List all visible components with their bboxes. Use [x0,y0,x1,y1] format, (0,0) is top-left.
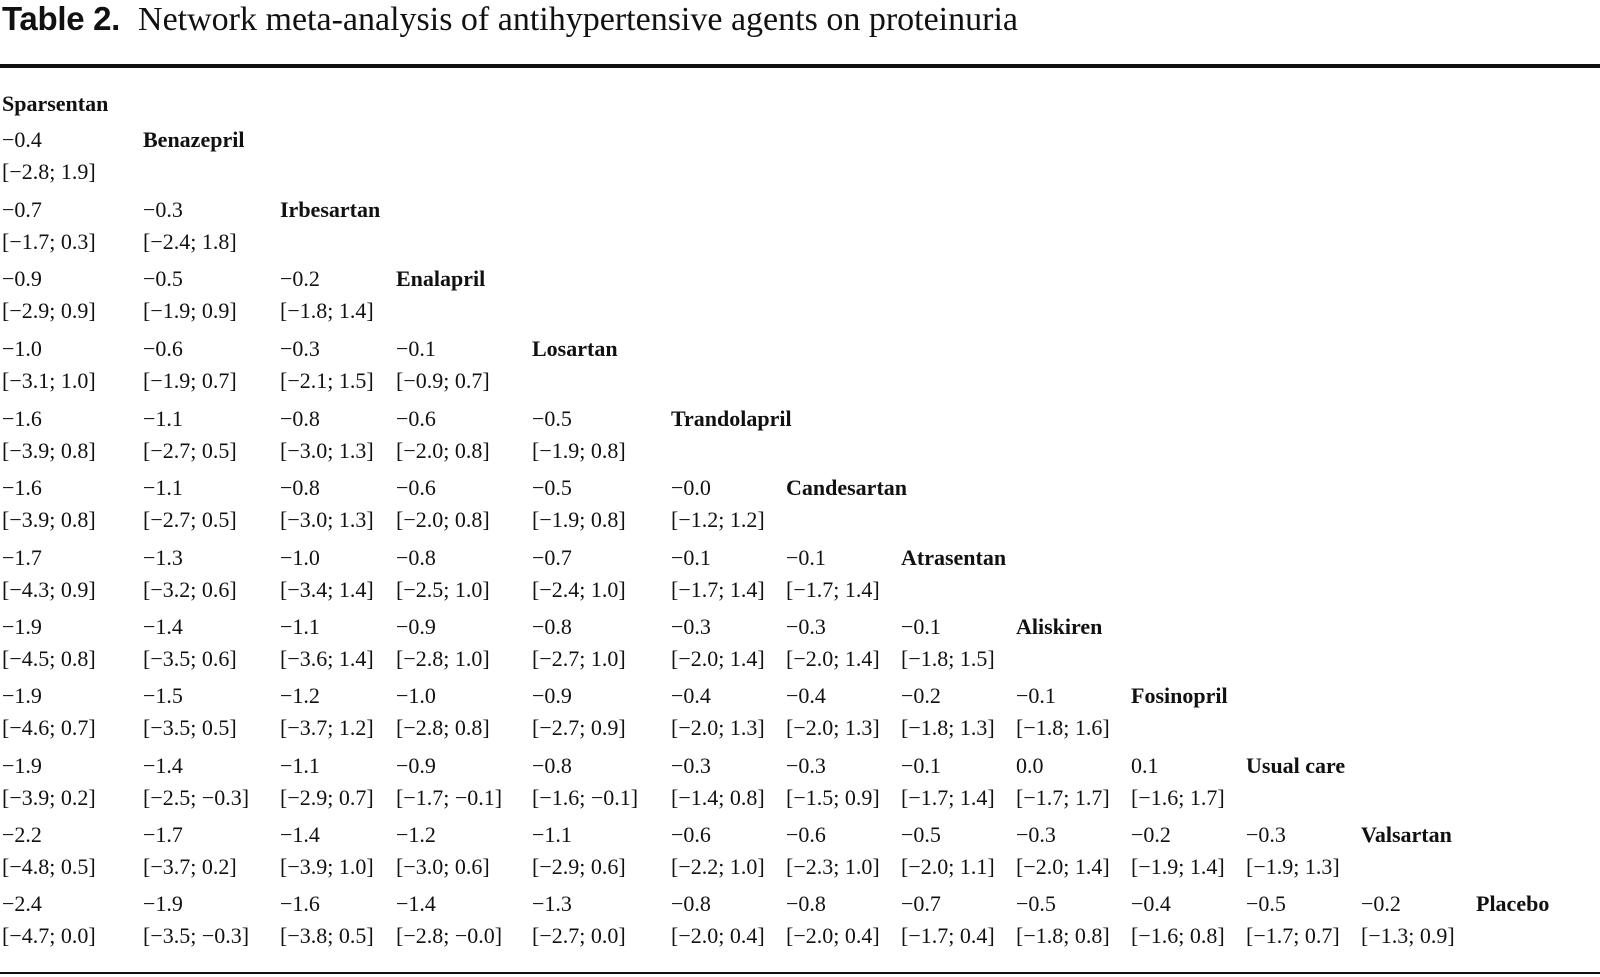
effect-estimate: −0.2 [280,266,320,291]
confidence-interval: [−2.4; 1.0] [532,577,626,602]
comparison-cell [143,194,237,258]
effect-estimate: −0.1 [786,545,826,570]
confidence-interval: [−2.1; 1.5] [280,368,374,393]
effect-estimate: −0.1 [671,545,711,570]
effect-estimate: −0.3 [143,197,183,222]
comparison-cell [1246,819,1340,883]
treatment-label: Atrasentan [901,545,1007,570]
effect-estimate: −1.0 [280,545,320,570]
effect-estimate: −0.8 [280,475,320,500]
effect-estimate: −2.2 [2,822,42,847]
comparison-cell [280,611,374,675]
confidence-interval: [−2.0; 0.4] [671,923,765,948]
table-label: Table 2. [2,0,121,37]
comparison-cell [143,819,237,883]
comparison-cell [143,472,237,536]
confidence-interval: [−1.9; 0.8] [532,438,626,463]
comparison-cell [396,750,502,814]
effect-estimate: −0.7 [532,545,572,570]
effect-estimate: −0.5 [143,266,183,291]
confidence-interval: [−4.7; 0.0] [2,923,96,948]
effect-estimate: −1.1 [143,406,183,431]
effect-estimate: −0.8 [396,545,436,570]
confidence-interval: [−1.6; 0.8] [1131,923,1225,948]
effect-estimate: −0.5 [901,822,941,847]
effect-estimate: −0.3 [1016,822,1056,847]
confidence-interval: [−3.8; 0.5] [280,923,374,948]
effect-estimate: −0.9 [532,683,572,708]
comparison-cell [671,472,765,536]
confidence-interval: [−2.0; 1.3] [671,715,765,740]
treatment-label: Enalapril [396,266,486,291]
confidence-interval: [−2.0; 1.4] [786,646,880,671]
confidence-interval: [−2.8; 1.0] [396,646,490,671]
comparison-cell [143,611,237,675]
effect-estimate: −0.4 [671,683,711,708]
confidence-interval: [−2.7; 0.5] [143,507,237,532]
comparison-cell [2,611,96,675]
effect-estimate: −0.8 [532,614,572,639]
confidence-interval: [−2.0; 1.4] [671,646,765,671]
comparison-cell [671,680,765,744]
effect-estimate: −1.2 [280,683,320,708]
effect-estimate: −0.8 [532,753,572,778]
confidence-interval: [−1.7; 1.4] [901,785,995,810]
confidence-interval: [−3.0; 0.6] [396,854,490,879]
effect-estimate: −0.9 [2,266,42,291]
effect-estimate: −0.9 [396,753,436,778]
league-table [0,88,1600,968]
confidence-interval: [−3.9; 0.8] [2,438,96,463]
comparison-cell [532,680,626,744]
effect-estimate: −0.3 [671,614,711,639]
confidence-interval: [−1.5; 0.9] [786,785,880,810]
confidence-interval: [−3.9; 1.0] [280,854,374,879]
confidence-interval: [−2.0; 1.4] [1016,854,1110,879]
treatment-label: Placebo [1476,891,1550,916]
comparison-cell [671,611,765,675]
confidence-interval: [−1.9; 0.8] [532,507,626,532]
confidence-interval: [−1.7; 0.4] [901,923,995,948]
comparison-cell [901,611,995,675]
comparison-cell [2,819,96,883]
confidence-interval: [−4.3; 0.9] [2,577,96,602]
confidence-interval: [−2.9; 0.9] [2,298,96,323]
comparison-cell [2,472,96,536]
treatment-label: Usual care [1246,753,1346,778]
comparison-cell [786,680,880,744]
effect-estimate: −1.0 [396,683,436,708]
effect-estimate: −0.3 [671,753,711,778]
comparison-cell [143,680,237,744]
confidence-interval: [−2.9; 0.7] [280,785,374,810]
comparison-cell [532,888,626,952]
confidence-interval: [−1.9; 1.3] [1246,854,1340,879]
confidence-interval: [−1.8; 1.5] [901,646,995,671]
confidence-interval: [−2.7; 0.9] [532,715,626,740]
comparison-cell [2,680,96,744]
comparison-cell [1016,888,1110,952]
effect-estimate: −1.1 [143,475,183,500]
confidence-interval: [−1.9; 1.4] [1131,854,1225,879]
comparison-cell [280,680,374,744]
comparison-cell [396,472,490,536]
bottom-rule [0,972,1600,974]
confidence-interval: [−3.5; 0.5] [143,715,237,740]
effect-estimate: −0.6 [786,822,826,847]
confidence-interval: [−2.0; 1.3] [786,715,880,740]
comparison-cell [396,333,490,397]
comparison-cell [2,750,96,814]
effect-estimate: −0.5 [1246,891,1286,916]
treatment-label: Losartan [532,336,618,361]
effect-estimate: −1.3 [143,545,183,570]
effect-estimate: −1.7 [2,545,42,570]
comparison-cell [143,333,237,397]
comparison-cell [1361,888,1455,952]
comparison-cell [786,888,880,952]
comparison-cell [671,542,765,606]
comparison-cell [1016,819,1110,883]
comparison-cell [786,542,880,606]
comparison-cell [532,819,626,883]
effect-estimate: −1.0 [2,336,42,361]
effect-estimate: 0.0 [1016,753,1044,778]
effect-estimate: −0.5 [532,475,572,500]
effect-estimate: −0.1 [901,614,941,639]
confidence-interval: [−1.4; 0.8] [671,785,765,810]
effect-estimate: −1.2 [396,822,436,847]
comparison-cell [901,750,995,814]
treatment-label: Fosinopril [1131,683,1228,708]
effect-estimate: −1.5 [143,683,183,708]
comparison-cell [786,819,880,883]
treatment-label: Irbesartan [280,197,381,222]
effect-estimate: −1.4 [396,891,436,916]
comparison-cell [280,819,374,883]
comparison-cell [1131,750,1225,814]
confidence-interval: [−2.8; 0.8] [396,715,490,740]
comparison-cell [280,542,374,606]
confidence-interval: [−1.2; 1.2] [671,507,765,532]
treatment-label: Sparsentan [2,91,109,116]
treatment-label: Benazepril [143,127,245,152]
confidence-interval: [−2.7; 0.0] [532,923,626,948]
confidence-interval: [−3.4; 1.4] [280,577,374,602]
effect-estimate: −0.6 [396,406,436,431]
comparison-cell [1246,888,1340,952]
effect-estimate: −1.4 [143,753,183,778]
comparison-cell [280,333,374,397]
confidence-interval: [−4.6; 0.7] [2,715,96,740]
comparison-cell [532,611,626,675]
comparison-cell [901,680,995,744]
effect-estimate: −1.1 [532,822,572,847]
comparison-cell [901,888,995,952]
confidence-interval: [−1.7; 1.4] [671,577,765,602]
comparison-cell [786,611,880,675]
confidence-interval: [−2.8; 1.9] [2,159,96,184]
effect-estimate: −0.7 [2,197,42,222]
effect-estimate: −0.4 [786,683,826,708]
effect-estimate: −1.1 [280,614,320,639]
comparison-cell [396,403,490,467]
effect-estimate: −0.1 [1016,683,1056,708]
comparison-cell [671,888,765,952]
confidence-interval: [−1.8; 1.3] [901,715,995,740]
effect-estimate: −0.0 [671,475,711,500]
effect-estimate: −0.6 [143,336,183,361]
confidence-interval: [−1.8; 1.4] [280,298,374,323]
effect-estimate: −0.2 [1361,891,1401,916]
comparison-cell [280,888,374,952]
treatment-label: Valsartan [1361,822,1452,847]
comparison-cell [901,819,995,883]
comparison-cell [671,819,765,883]
effect-estimate: −2.4 [2,891,42,916]
effect-estimate: −1.7 [143,822,183,847]
confidence-interval: [−3.6; 1.4] [280,646,374,671]
confidence-interval: [−1.7; 0.3] [2,229,96,254]
comparison-cell [143,542,237,606]
effect-estimate: −0.8 [280,406,320,431]
confidence-interval: [−2.2; 1.0] [671,854,765,879]
confidence-interval: [−1.6; −0.1] [532,785,639,810]
confidence-interval: [−1.9; 0.9] [143,298,237,323]
comparison-cell [532,472,626,536]
top-rule [0,64,1600,68]
comparison-cell [532,750,638,814]
effect-estimate: −0.7 [901,891,941,916]
effect-estimate: −1.6 [2,406,42,431]
confidence-interval: [−3.0; 1.3] [280,507,374,532]
effect-estimate: −0.3 [280,336,320,361]
effect-estimate: −1.9 [2,683,42,708]
comparison-cell [2,403,96,467]
comparison-cell [786,750,880,814]
confidence-interval: [−1.8; 0.8] [1016,923,1110,948]
comparison-cell [396,888,502,952]
confidence-interval: [−2.0; 1.1] [901,854,995,879]
comparison-cell [532,403,626,467]
confidence-interval: [−1.7; 0.7] [1246,923,1340,948]
confidence-interval: [−2.5; −0.3] [143,785,250,810]
comparison-cell [143,403,237,467]
effect-estimate: −1.1 [280,753,320,778]
confidence-interval: [−2.9; 0.6] [532,854,626,879]
comparison-cell [143,263,237,327]
confidence-interval: [−1.3; 0.9] [1361,923,1455,948]
effect-estimate: −1.9 [2,614,42,639]
comparison-cell [2,542,96,606]
comparison-cell [1131,888,1225,952]
effect-estimate: −1.6 [2,475,42,500]
confidence-interval: [−1.7; 1.4] [786,577,880,602]
confidence-interval: [−2.0; 0.4] [786,923,880,948]
comparison-cell [2,263,96,327]
confidence-interval: [−1.7; 1.7] [1016,785,1110,810]
comparison-cell [396,611,490,675]
effect-estimate: −1.3 [532,891,572,916]
comparison-cell [280,263,374,327]
confidence-interval: [−2.3; 1.0] [786,854,880,879]
treatment-label: Trandolapril [671,406,792,431]
confidence-interval: [−3.1; 1.0] [2,368,96,393]
comparison-cell [2,888,96,952]
effect-estimate: −0.6 [396,475,436,500]
effect-estimate: −0.4 [1131,891,1171,916]
confidence-interval: [−3.5; −0.3] [143,923,250,948]
comparison-cell [396,680,490,744]
confidence-interval: [−0.9; 0.7] [396,368,490,393]
confidence-interval: [−3.0; 1.3] [280,438,374,463]
confidence-interval: [−2.5; 1.0] [396,577,490,602]
confidence-interval: [−3.9; 0.8] [2,507,96,532]
confidence-interval: [−2.0; 0.8] [396,438,490,463]
effect-estimate: −0.6 [671,822,711,847]
comparison-cell [280,750,374,814]
table-caption [2,0,1018,40]
effect-estimate: −0.4 [2,127,42,152]
treatment-label: Candesartan [786,475,908,500]
effect-estimate: −0.1 [396,336,436,361]
effect-estimate: −1.4 [143,614,183,639]
effect-estimate: −1.9 [143,891,183,916]
comparison-cell [280,403,374,467]
comparison-cell [396,542,490,606]
confidence-interval: [−3.7; 1.2] [280,715,374,740]
comparison-cell [671,750,765,814]
confidence-interval: [−2.7; 0.5] [143,438,237,463]
effect-estimate: −1.4 [280,822,320,847]
effect-estimate: −0.5 [532,406,572,431]
confidence-interval: [−1.7; −0.1] [396,785,503,810]
effect-estimate: −0.9 [396,614,436,639]
confidence-interval: [−2.7; 1.0] [532,646,626,671]
table-title: Network meta-analysis of antihypertensive agents on proteinuria [138,1,1018,38]
effect-estimate: −0.8 [786,891,826,916]
comparison-cell [2,333,96,397]
confidence-interval: [−3.9; 0.2] [2,785,96,810]
comparison-cell [396,819,490,883]
comparison-cell [143,750,249,814]
confidence-interval: [−2.8; −0.0] [396,923,503,948]
comparison-cell [2,124,96,188]
comparison-cell [1016,750,1110,814]
effect-estimate: −0.3 [1246,822,1286,847]
confidence-interval: [−1.8; 1.6] [1016,715,1110,740]
confidence-interval: [−1.9; 0.7] [143,368,237,393]
comparison-cell [143,888,249,952]
effect-estimate: −0.3 [786,614,826,639]
effect-estimate: −0.2 [1131,822,1171,847]
effect-estimate: −0.3 [786,753,826,778]
confidence-interval: [−3.2; 0.6] [143,577,237,602]
comparison-cell [280,472,374,536]
confidence-interval: [−2.4; 1.8] [143,229,237,254]
confidence-interval: [−3.7; 0.2] [143,854,237,879]
comparison-cell [532,542,626,606]
treatment-label: Aliskiren [1016,614,1103,639]
effect-estimate: −0.2 [901,683,941,708]
confidence-interval: [−2.0; 0.8] [396,507,490,532]
effect-estimate: −1.6 [280,891,320,916]
comparison-cell [1016,680,1110,744]
effect-estimate: −0.8 [671,891,711,916]
confidence-interval: [−1.6; 1.7] [1131,785,1225,810]
comparison-cell [1131,819,1225,883]
confidence-interval: [−4.8; 0.5] [2,854,96,879]
effect-estimate: −1.9 [2,753,42,778]
effect-estimate: −0.5 [1016,891,1056,916]
confidence-interval: [−3.5; 0.6] [143,646,237,671]
effect-estimate: −0.1 [901,753,941,778]
confidence-interval: [−4.5; 0.8] [2,646,96,671]
comparison-cell [2,194,96,258]
effect-estimate: 0.1 [1131,753,1159,778]
